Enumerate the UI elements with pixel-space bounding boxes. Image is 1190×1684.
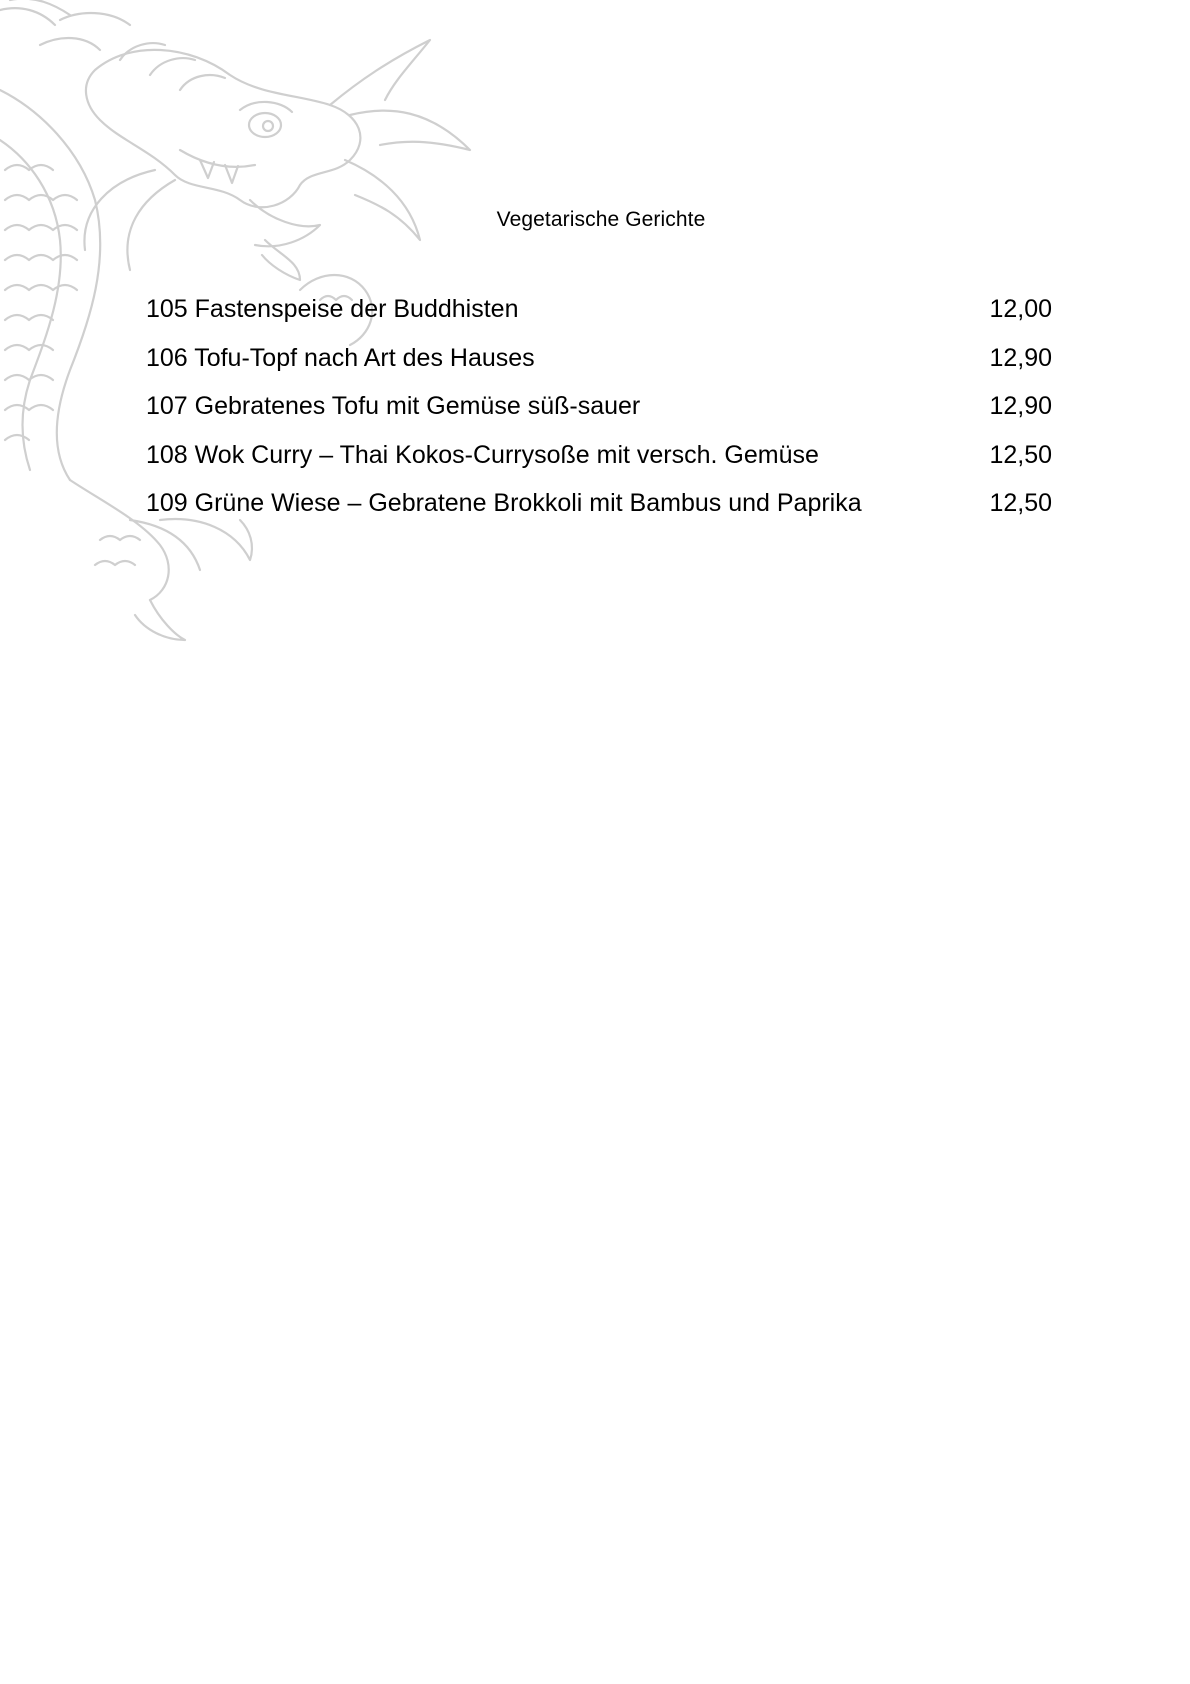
dish-price: 12,90 [989, 343, 1052, 372]
menu-item [146, 294, 1052, 343]
dish-name: 105 Fastenspeise der Buddhisten [146, 295, 519, 323]
menu-item [146, 391, 1052, 440]
dish-name: 109 Grüne Wiese – Gebratene Brokkoli mit Bambus und Paprika [146, 489, 862, 517]
menu-item [146, 488, 1052, 537]
section-title: Vegetarische Gerichte [496, 208, 706, 231]
menu-item [146, 343, 1052, 392]
dish-name: 108 Wok Curry – Thai Kokos-Currysoße mit versch. Gemüse [146, 440, 819, 469]
dish-price: 12,00 [989, 295, 1052, 323]
dish-name: 107 Gebratenes Tofu mit Gemüse süß-sauer [146, 392, 641, 420]
dish-price: 12,50 [989, 440, 1052, 469]
dish-price: 12,50 [989, 489, 1052, 517]
dish-name: 106 Tofu-Topf nach Art des Hauses [146, 343, 535, 372]
dish-price: 12,90 [989, 392, 1052, 420]
menu-item [146, 440, 1052, 489]
menu-list [146, 294, 1052, 537]
